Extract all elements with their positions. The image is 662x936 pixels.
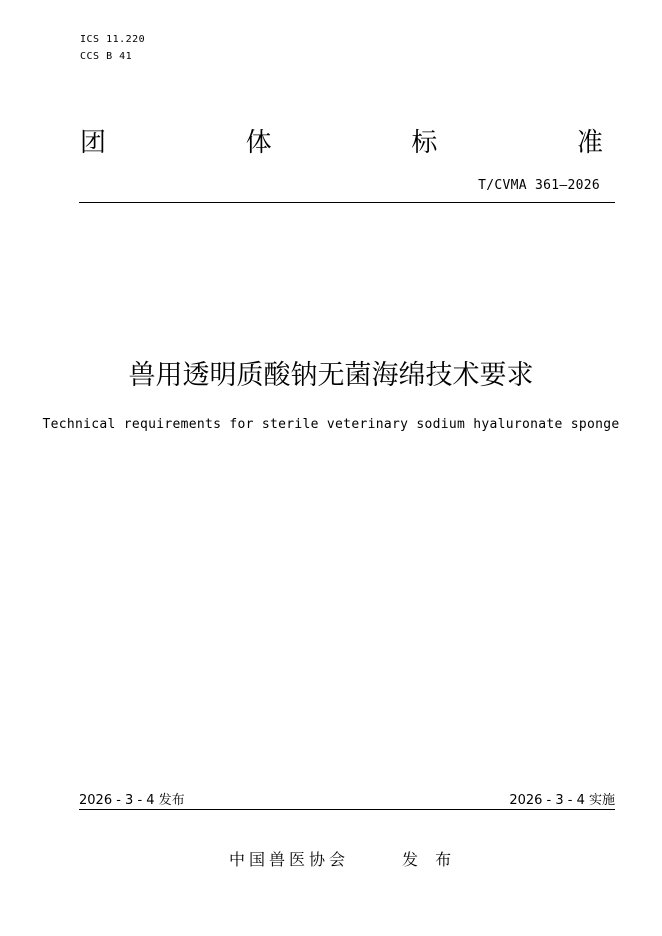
standard-number: T/CVMA 361—2026 bbox=[478, 178, 600, 193]
top-divider bbox=[79, 202, 615, 203]
publisher-name: 中国兽医协会 bbox=[229, 850, 350, 869]
ics-code: ICS 11.220 bbox=[80, 34, 146, 45]
document-title-chinese: 兽用透明质酸钠无菌海绵技术要求 bbox=[128, 360, 534, 391]
implementation-date: 2026 - 3 - 4 实施 bbox=[509, 793, 615, 808]
publish-label: 发 布 bbox=[402, 850, 458, 869]
standard-type-heading bbox=[80, 128, 603, 158]
ccs-code: CCS B 41 bbox=[80, 51, 133, 62]
issue-date: 2026 - 3 - 4 发布 bbox=[79, 793, 185, 808]
standard-type-char: 团 bbox=[80, 128, 107, 158]
bottom-divider bbox=[79, 809, 615, 810]
standard-type-char: 准 bbox=[576, 128, 603, 158]
standard-type-char: 体 bbox=[245, 128, 272, 158]
standard-type-char: 标 bbox=[411, 128, 438, 158]
document-title-english: Technical requirements for sterile veterinary sodium hyaluronate sponge bbox=[42, 417, 620, 432]
